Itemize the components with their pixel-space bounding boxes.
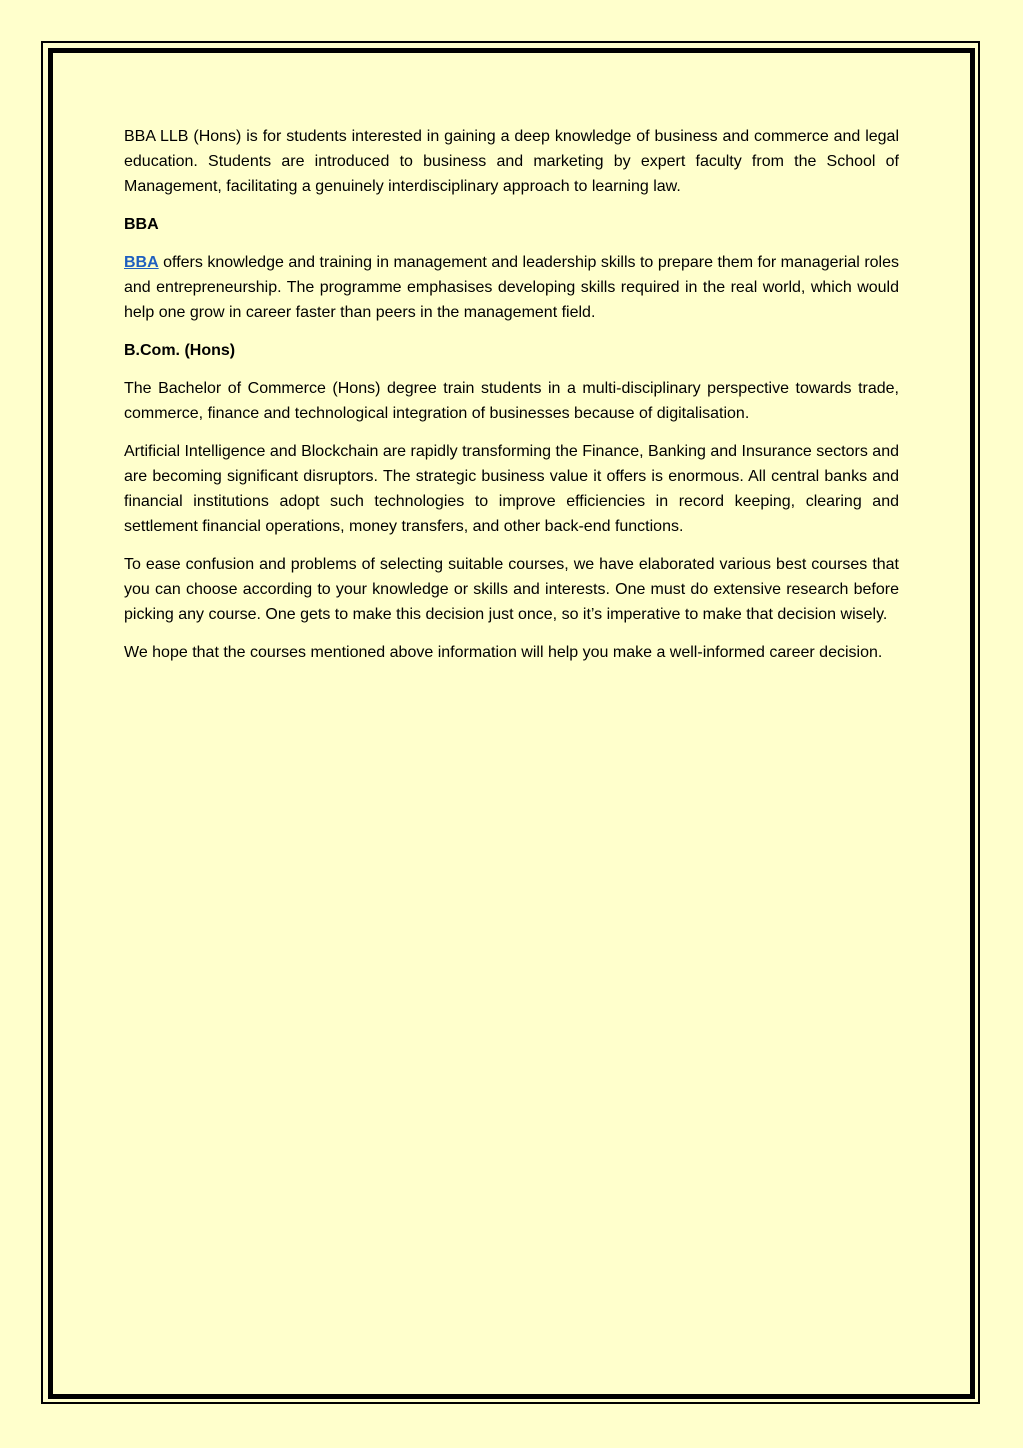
document-body	[124, 124, 899, 678]
bba-paragraph	[124, 250, 899, 325]
course-selection-paragraph: To ease confusion and problems of selecting suitable courses, we have elaborated various best courses that you can choose according to your knowledge or skills and interests. One must do extensive research before picking any course. One gets to make this decision just once, so it’s imperative to make that decision wisely.	[124, 556, 899, 623]
closing-paragraph: We hope that the courses mentioned above information will help you make a well-informed career decision.	[124, 644, 883, 661]
bba-link[interactable]: BBA	[124, 254, 159, 271]
intro-paragraph: BBA LLB (Hons) is for students interested in gaining a deep knowledge of business and commerce and legal education. Students are introduced to business and marketing by expert faculty from the School of Management, facilitating a genuinely interdisciplinary approach to learning law.	[124, 128, 899, 195]
bcom-paragraph: The Bachelor of Commerce (Hons) degree train students in a multi-disciplinary perspective towards trade, commerce, finance and technological integration of businesses because of digitalisation.	[124, 380, 899, 422]
bcom-heading: B.Com. (Hons)	[124, 342, 236, 359]
bba-paragraph-text: offers knowledge and training in management and leadership skills to prepare them for managerial roles and entrepreneurship. The programme emphasises developing skills required in the real world, which would help one grow in career faster than peers in the management field.	[124, 254, 899, 321]
ai-blockchain-paragraph: Artificial Intelligence and Blockchain are rapidly transforming the Finance, Banking and Insurance sectors and are becoming significant disruptors. The strategic business value it offers is enormous. All central banks and financial institutions adopt such technologies to improve efficiencies in record keeping, clearing and settlement financial operations, money transfers, and other back-end functions.	[124, 443, 899, 535]
bba-heading: BBA	[124, 216, 159, 233]
